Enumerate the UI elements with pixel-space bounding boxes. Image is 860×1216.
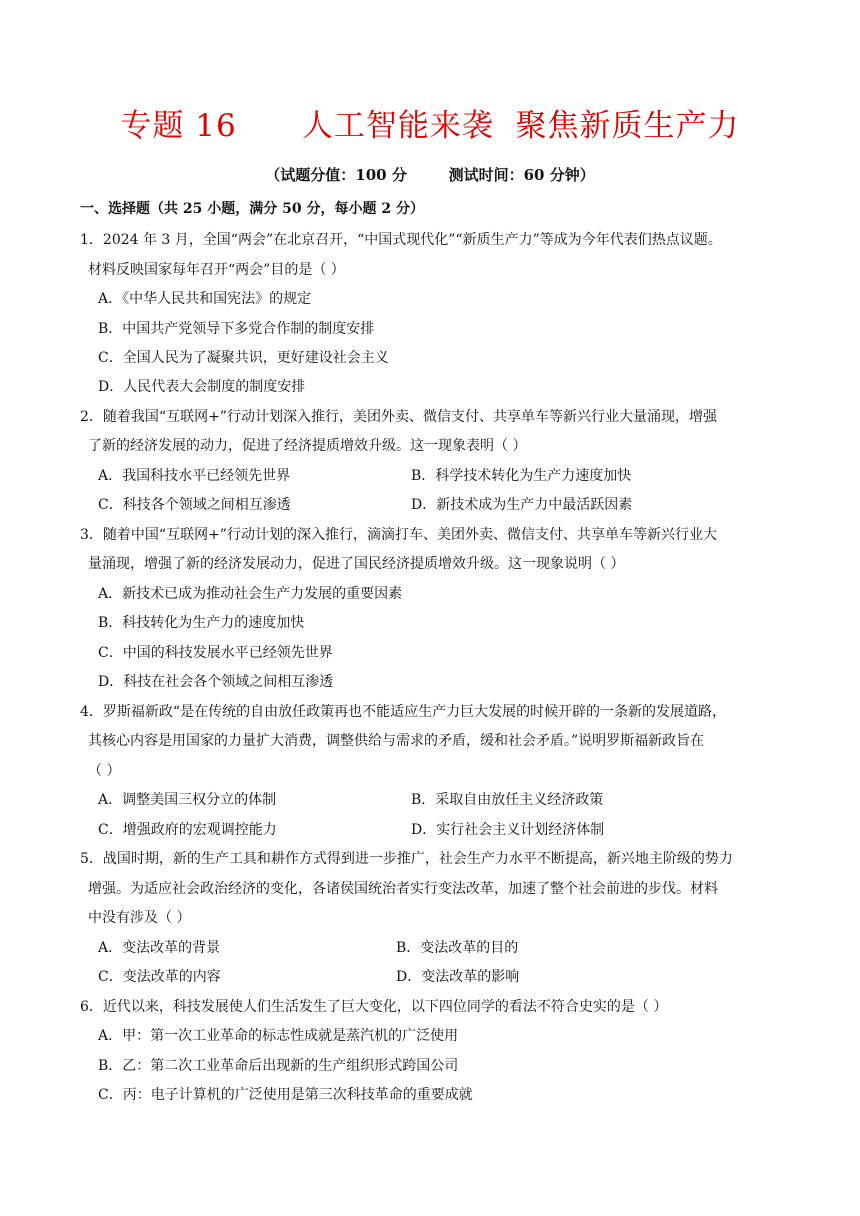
question-5-stem-line3: 中没有涉及（ ） — [88, 910, 191, 926]
question-2-option-c: C．科技各个领域之间相互渗透 — [98, 497, 291, 513]
exam-info: （试题分值：100 分 测试时间：60 分钟） — [265, 166, 595, 184]
question-1-option-b: B．中国共产党领导下多党合作制的制度安排 — [98, 321, 375, 337]
question-3-option-b: B．科技转化为生产力的速度加快 — [98, 615, 305, 631]
question-4-stem-line3: （ ） — [88, 763, 121, 779]
question-6-stem-line1: 6．近代以来，科技发展使人们生活发生了巨大变化，以下四位同学的看法不符合史实的是（ ） — [80, 999, 668, 1015]
question-4-stem-line1: 4．罗斯福新政“是在传统的自由放任政策再也不能适应生产力巨大发展的时候开辟的一条新的发展道路， — [80, 704, 727, 720]
question-3-stem-line2: 量涌现，增强了新的经济发展动力，促进了国民经济提质增效升级。这一现象说明（ ） — [88, 556, 625, 572]
question-2-option-a: A．我国科技水平已经领先世界 — [98, 468, 291, 484]
section-heading: 一、选择题（共 25 小题，满分 50 分，每小题 2 分） — [80, 201, 424, 217]
question-5-option-a: A．变法改革的背景 — [98, 940, 221, 956]
question-6-option-a: A．甲：第一次工业革命的标志性成就是蒸汽机的广泛使用 — [98, 1028, 459, 1044]
question-1-stem-line2: 材料反映国家每年召开“两会”目的是（ ） — [88, 262, 345, 278]
question-1-option-a: A．《中华人民共和国宪法》的规定 — [98, 291, 312, 307]
question-4-option-c: C．增强政府的宏观调控能力 — [98, 822, 277, 838]
question-3-option-c: C．中国的科技发展水平已经领先世界 — [98, 645, 333, 661]
question-2-option-d: D．新技术成为生产力中最活跃因素 — [411, 497, 633, 513]
question-1-option-d: D．人民代表大会制度的制度安排 — [98, 379, 306, 395]
question-6-option-b: B．乙：第二次工业革命后出现新的生产组织形式跨国公司 — [98, 1058, 459, 1074]
question-5-option-c: C．变法改革的内容 — [98, 969, 221, 985]
question-4-stem-line2: 其核心内容是用国家的力量扩大消费，调整供给与需求的矛盾，缓和社会矛盾。”说明罗斯福新政旨在 — [88, 733, 705, 749]
question-5-option-b: B．变法改革的目的 — [396, 940, 519, 956]
question-1-stem-line1: 1．2024 年 3 月，全国“两会”在北京召开，“中国式现代化”“新质生产力”等成为今年代表们热点议题。 — [80, 232, 722, 248]
page-title: 专题 16 人工智能来袭 聚焦新质生产力 — [120, 108, 740, 144]
question-3-option-d: D．科技在社会各个领域之间相互渗透 — [98, 674, 334, 690]
question-1-option-c: C．全国人民为了凝聚共识，更好建设社会主义 — [98, 350, 389, 366]
question-5-stem-line1: 5．战国时期，新的生产工具和耕作方式得到进一步推广，社会生产力水平不断提高，新兴地主阶级的势力 — [80, 851, 733, 867]
question-6-option-c: C．丙：电子计算机的广泛使用是第三次科技革命的重要成就 — [98, 1087, 473, 1103]
question-2-option-b: B．科学技术转化为生产力速度加快 — [411, 468, 632, 484]
question-5-option-d: D．变法改革的影响 — [396, 969, 520, 985]
question-5-stem-line2: 增强。为适应社会政治经济的变化，各诸侯国统治者实行变法改革，加速了整个社会前进的步伐。材料 — [88, 881, 718, 897]
question-4-option-a: A．调整美国三权分立的体制 — [98, 792, 277, 808]
question-2-stem-line2: 了新的经济发展的动力，促进了经济提质增效升级。这一现象表明（ ） — [88, 438, 527, 454]
question-2-stem-line1: 2．随着我国“互联网+”行动计划深入推行，美团外卖、微信支付、共享单车等新兴行业大量涌现，增强 — [80, 409, 717, 425]
question-4-option-d: D．实行社会主义计划经济体制 — [411, 822, 605, 838]
question-4-option-b: B．采取自由放任主义经济政策 — [411, 792, 604, 808]
question-3-option-a: A．新技术已成为推动社会生产力发展的重要因素 — [98, 586, 403, 602]
question-3-stem-line1: 3．随着中国“互联网+”行动计划的深入推行，滴滴打车、美团外卖、微信支付、共享单车等新兴行业大 — [80, 527, 717, 543]
